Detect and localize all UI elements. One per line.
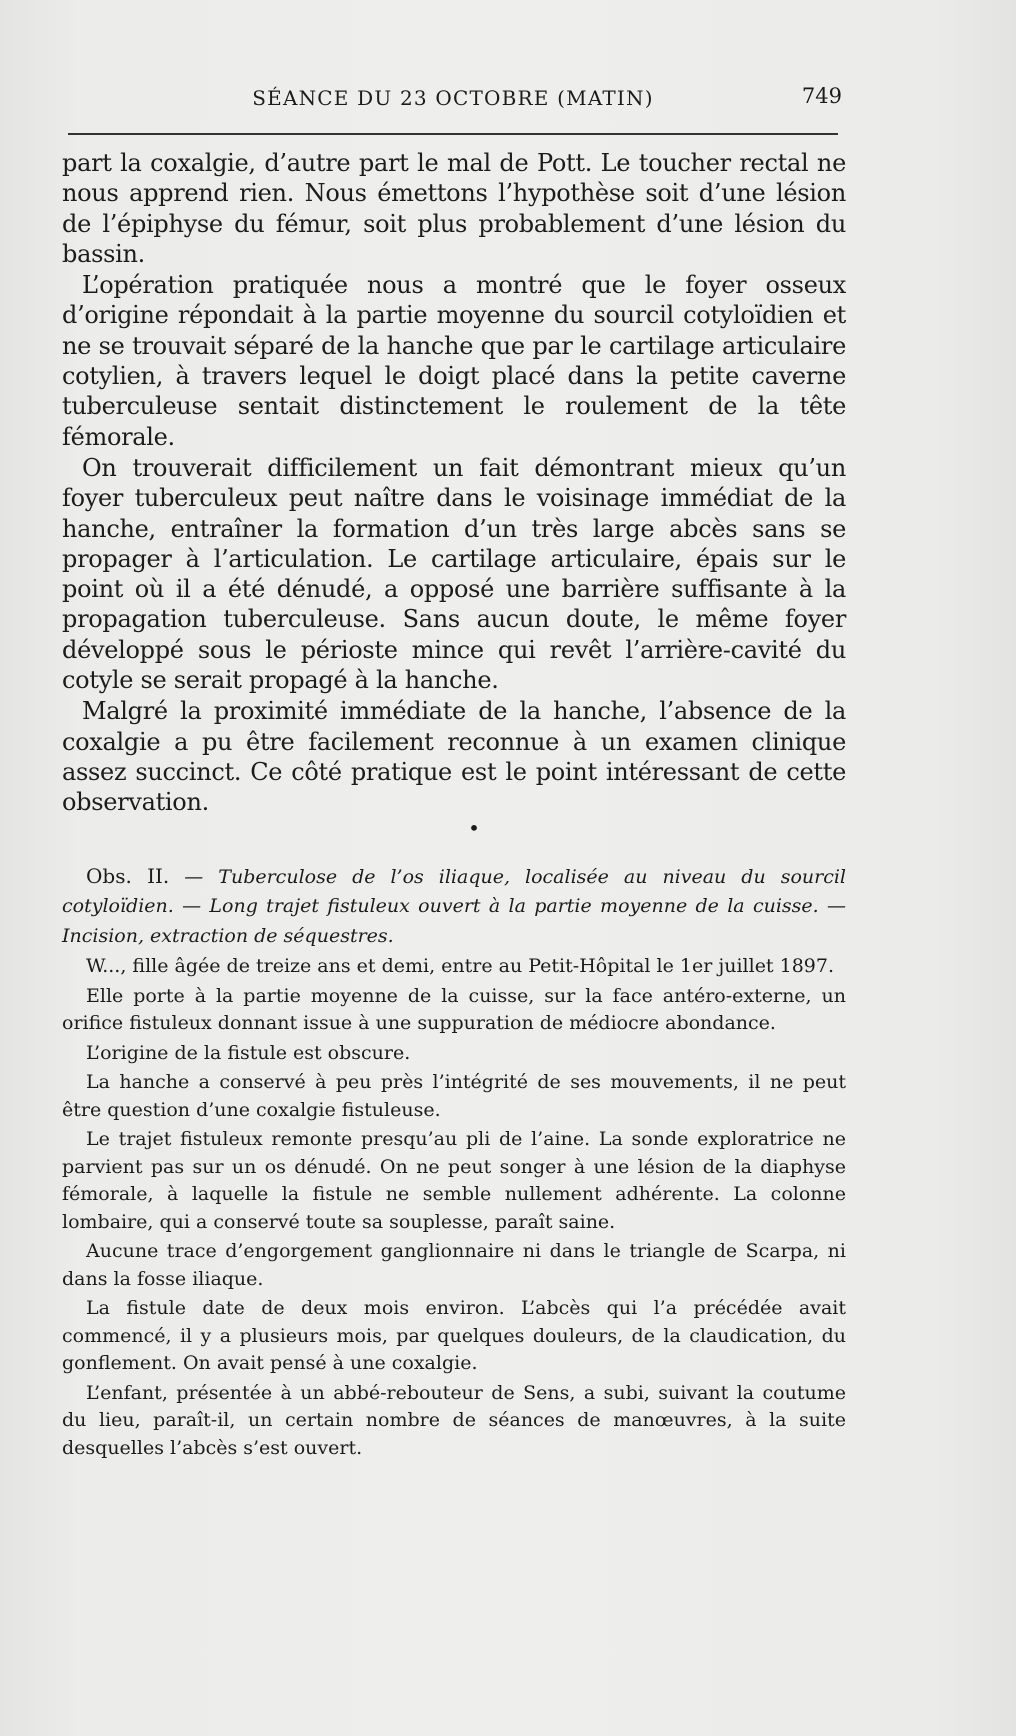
paragraph: L’origine de la fistule est obscure. xyxy=(86,1041,411,1064)
observation-heading xyxy=(62,862,846,952)
paragraph: W..., fille âgée de treize ans et demi, entre au Petit-Hôpital le 1er juillet 1897. xyxy=(86,955,835,978)
running-title: SÉANCE DU 23 OCTOBRE (MATIN) xyxy=(252,86,654,110)
paragraph: Le trajet fistuleux remonte presqu’au pli de l’aine. La sonde exploratrice ne parvient pas sur un os dénudé. On ne peut songer à une lésion de la diaphyse fémorale, à laquelle la fistule ne semble nullement adhérente. La colonne lombaire, qui a conservé toute sa souplesse, paraît saine. xyxy=(62,1128,846,1233)
paragraph: La fistule date de deux mois environ. L’abcès qui l’a précédée avait commencé, il y a plusieurs mois, par quelques douleurs, de la claudication, du gonflement. On avait pensé à une coxalgie. xyxy=(62,1297,846,1375)
header-rule xyxy=(68,133,838,135)
section-separator: • xyxy=(468,815,480,840)
body-text xyxy=(62,148,846,1462)
paragraph: part la coxalgie, d’autre part le mal de Pott. Le toucher rectal ne nous apprend rien. Nous émettons l’hypothèse soit d’une lésion de l’épiphyse du fémur, soit plus probablement d’une lésion du bassin. xyxy=(62,149,846,268)
paragraph: Aucune trace d’engorgement ganglionnaire ni dans le triangle de Scarpa, ni dans la fosse iliaque. xyxy=(62,1240,846,1290)
paragraph: L’enfant, présentée à un abbé-rebouteur de Sens, a subi, suivant la coutume du lieu, paraît-il, un certain nombre de séances de manœuvres, à la suite desquelles l’abcès s’est ouvert. xyxy=(62,1381,846,1459)
paragraph: On trouverait difficilement un fait démontrant mieux qu’un foyer tuberculeux peut naître dans le voisinage immédiat de la hanche, entraîner la formation d’un très large abcès sans se propager à l’articulation. Le cartilage articulaire, épais sur le point où il a été dénudé, a opposé une barrière suffisante à la propagation tuberculeuse. Sans aucun doute, le même foyer développé sous le périoste mince qui revêt l’arrière-cavité du cotyle se serait propagé à la hanche. xyxy=(62,453,846,695)
paragraph: Malgré la proximité immédiate de la hanche, l’absence de la coxalgie a pu être facilement reconnue à un examen clinique assez succinct. Ce côté pratique est le point intéressant de cette observation. xyxy=(62,697,846,817)
paragraph: La hanche a conservé à peu près l’intégrité de ses mouvements, il ne peut être question d’une coxalgie fistuleuse. xyxy=(62,1071,846,1121)
paragraph: Elle porte à la partie moyenne de la cuisse, sur la face antéro-externe, un orifice fistuleux donnant issue à une suppuration de médiocre abondance. xyxy=(62,984,846,1035)
observation-label: Obs. II. xyxy=(86,863,170,888)
page-number: 749 xyxy=(801,84,842,108)
running-head xyxy=(68,84,842,122)
paragraph: L’opération pratiquée nous a montré que le foyer osseux d’origine répondait à la partie moyenne du sourcil cotyloïdien et ne se trouvait séparé de la hanche que par le cartilage articulaire cotylien, à travers lequel le doigt placé dans la petite caverne tuberculeuse sentait distinctement le roulement de la tête fémorale. xyxy=(62,271,846,451)
observation-title: — Tuberculose de l’os iliaque, localisée au niveau du sourcil cotyloïdien. — Long trajet fistuleux ouvert à la partie moyenne de la cuisse. — Incision, extraction de séquestres. xyxy=(62,865,846,947)
